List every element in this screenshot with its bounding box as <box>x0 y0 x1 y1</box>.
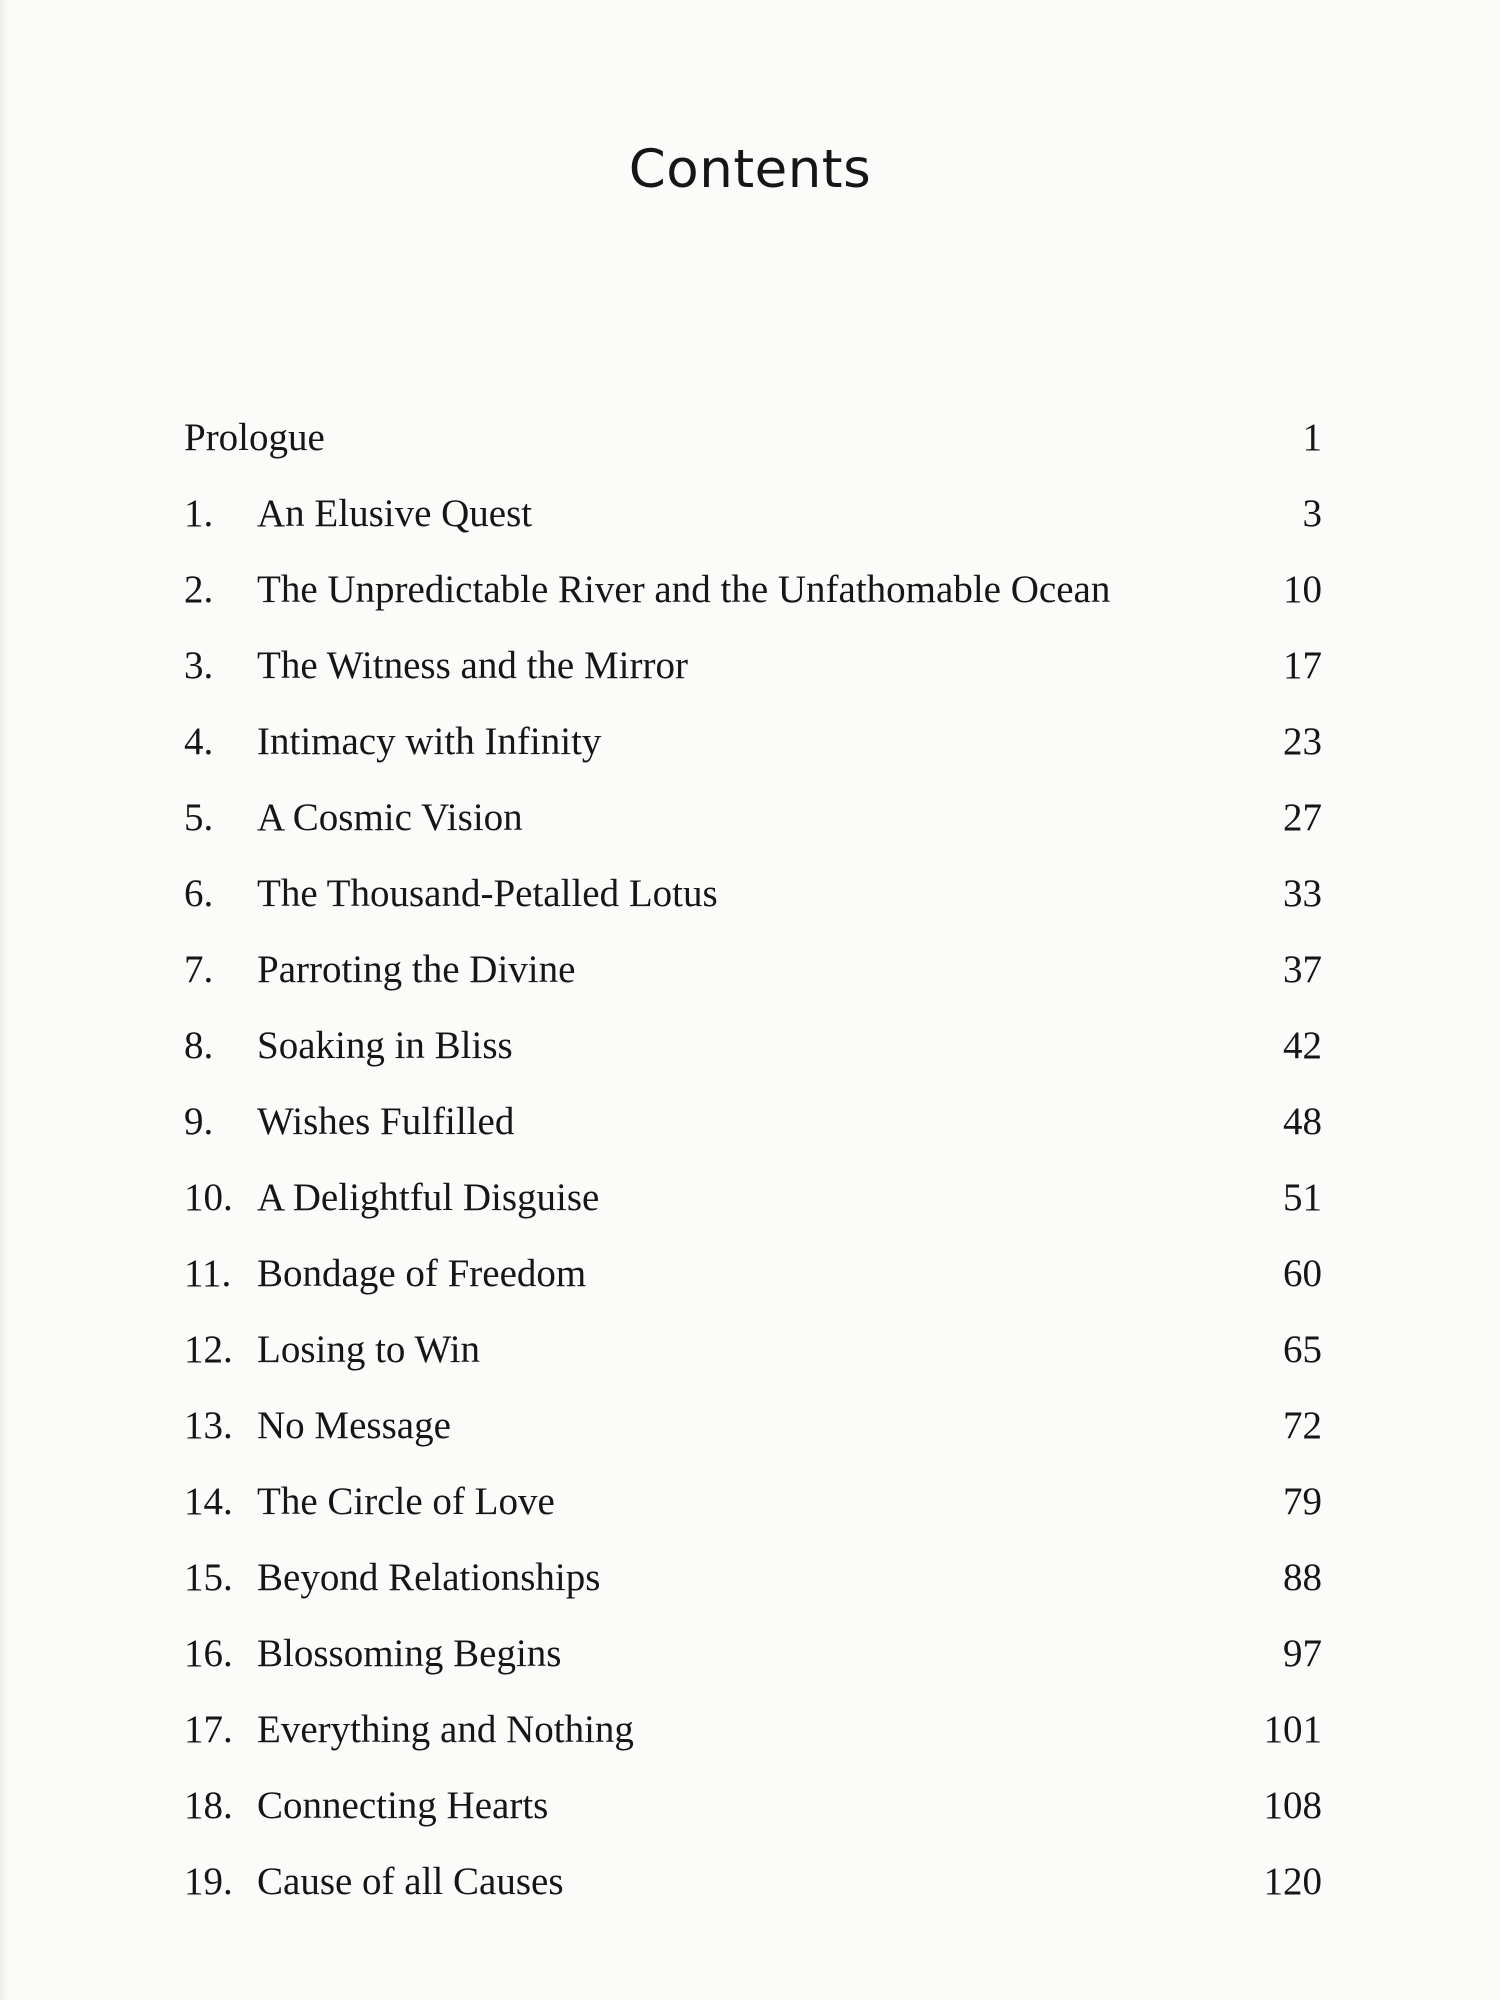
toc-entry-number: 15. <box>184 1556 233 1599</box>
toc-entry-number: 17. <box>184 1708 233 1751</box>
toc-entry-title: Bondage of Freedom <box>257 1252 587 1295</box>
toc-entry-page: 42 <box>1283 1024 1322 1067</box>
toc-entry-number: 12. <box>184 1328 233 1371</box>
page-edge-shadow <box>0 0 8 2000</box>
toc-entry-11[interactable] <box>184 1244 1322 1320</box>
toc-entry-number: 3. <box>184 644 214 687</box>
toc-entry-8[interactable] <box>184 1016 1322 1092</box>
toc-entry-number: 2. <box>184 568 214 611</box>
toc-entry-page: 97 <box>1283 1632 1322 1675</box>
toc-entry-3[interactable] <box>184 636 1322 712</box>
toc-entry-title: Parroting the Divine <box>257 948 576 991</box>
toc-entry-18[interactable] <box>184 1776 1322 1852</box>
toc-entry-title: Wishes Fulfilled <box>257 1100 515 1143</box>
toc-entry-title: A Delightful Disguise <box>257 1176 600 1219</box>
toc-entry-page: 101 <box>1263 1708 1322 1751</box>
toc-entry-number: 16. <box>184 1632 233 1675</box>
toc-entry-title: Beyond Relationships <box>257 1556 601 1599</box>
toc-entry-page: 1 <box>1302 416 1322 459</box>
toc-entry-number: 13. <box>184 1404 233 1447</box>
toc-entry-title: Connecting Hearts <box>257 1784 549 1827</box>
toc-entry-2[interactable] <box>184 560 1322 636</box>
toc-entry-number: 1. <box>184 492 214 535</box>
toc-entry-number: 18. <box>184 1784 233 1827</box>
toc-entry-page: 23 <box>1283 720 1322 763</box>
toc-entry-number: 19. <box>184 1860 233 1903</box>
toc-entry-title: No Message <box>257 1404 451 1447</box>
toc-entry-17[interactable] <box>184 1700 1322 1776</box>
toc-entry-15[interactable] <box>184 1548 1322 1624</box>
toc-entry-number: 6. <box>184 872 214 915</box>
toc-entry-page: 120 <box>1263 1860 1322 1903</box>
toc-entry-5[interactable] <box>184 788 1322 864</box>
toc-entry-page: 3 <box>1302 492 1322 535</box>
toc-entry-7[interactable] <box>184 940 1322 1016</box>
toc-entry-number: 10. <box>184 1176 233 1219</box>
toc-entry-6[interactable] <box>184 864 1322 940</box>
toc-entry-9[interactable] <box>184 1092 1322 1168</box>
toc-entry-title: Intimacy with Infinity <box>257 720 602 763</box>
toc-entry-title: Everything and Nothing <box>257 1708 634 1751</box>
toc-entry-page: 37 <box>1283 948 1322 991</box>
toc-entry-19[interactable] <box>184 1852 1322 1928</box>
toc-entry-number: 5. <box>184 796 214 839</box>
toc-entry-prologue[interactable] <box>184 408 1322 484</box>
toc-entry-title: An Elusive Quest <box>257 492 533 535</box>
toc-entry-title: Soaking in Bliss <box>257 1024 513 1067</box>
toc-entry-page: 79 <box>1283 1480 1322 1523</box>
toc-entry-title: Cause of all Causes <box>257 1860 564 1903</box>
toc-entry-12[interactable] <box>184 1320 1322 1396</box>
toc-entry-4[interactable] <box>184 712 1322 788</box>
toc-entry-title: The Unpredictable River and the Unfathomable Ocean <box>257 568 1111 611</box>
toc-entry-title: Blossoming Begins <box>257 1632 562 1675</box>
toc-entry-title: The Witness and the Mirror <box>257 644 688 687</box>
toc-entry-page: 33 <box>1283 872 1322 915</box>
toc-entry-number: 11. <box>184 1252 232 1295</box>
toc-entry-page: 48 <box>1283 1100 1322 1143</box>
toc-entry-number: 4. <box>184 720 214 763</box>
toc-entry-page: 51 <box>1283 1176 1322 1219</box>
toc-entry-title: Losing to Win <box>257 1328 481 1371</box>
toc-entry-title: The Circle of Love <box>257 1480 555 1523</box>
toc-entry-page: 65 <box>1283 1328 1322 1371</box>
toc-entry-page: 27 <box>1283 796 1322 839</box>
toc-entry-page: 10 <box>1283 568 1322 611</box>
page-title: Contents <box>628 139 872 200</box>
toc-entry-page: 60 <box>1283 1252 1322 1295</box>
table-of-contents <box>184 408 1322 1928</box>
toc-entry-page: 17 <box>1283 644 1322 687</box>
toc-entry-title: The Thousand-Petalled Lotus <box>257 872 718 915</box>
toc-entry-page: 72 <box>1283 1404 1322 1447</box>
toc-entry-number: 14. <box>184 1480 233 1523</box>
toc-entry-title: A Cosmic Vision <box>257 796 523 839</box>
toc-entry-title: Prologue <box>184 416 325 459</box>
toc-entry-page: 88 <box>1283 1556 1322 1599</box>
toc-entry-number: 9. <box>184 1100 214 1143</box>
toc-entry-16[interactable] <box>184 1624 1322 1700</box>
toc-entry-13[interactable] <box>184 1396 1322 1472</box>
toc-entry-number: 7. <box>184 948 214 991</box>
toc-entry-1[interactable] <box>184 484 1322 560</box>
toc-entry-14[interactable] <box>184 1472 1322 1548</box>
toc-entry-number: 8. <box>184 1024 214 1067</box>
toc-entry-page: 108 <box>1263 1784 1322 1827</box>
toc-entry-10[interactable] <box>184 1168 1322 1244</box>
